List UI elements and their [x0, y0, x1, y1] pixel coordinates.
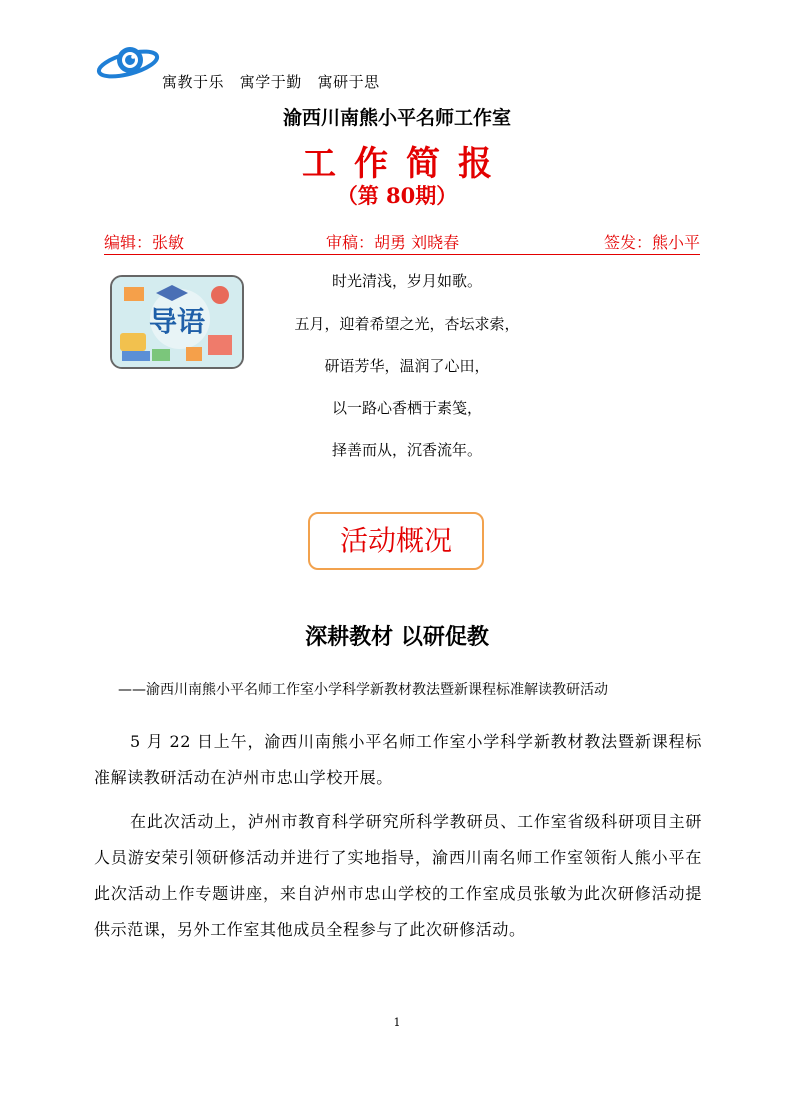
article-subtitle: ——渝西川南熊小平名师工作室小学科学新教材教法暨新课程标准解读教研活动 — [118, 682, 608, 698]
issue-number: （第 80期） — [336, 183, 458, 208]
article-paragraph: 5 月 22 日上午，渝西川南熊小平名师工作室小学科学新教材教法暨新课程标准解读教研活动在泸州市忠山学校开展。 — [94, 732, 702, 787]
page-number: 1 — [393, 1016, 401, 1029]
poem-line: 研语芳华，温润了心田， — [324, 357, 490, 375]
studio-logo-icon — [96, 40, 160, 84]
poem-line: 择善而从，沉香流年。 — [331, 441, 482, 459]
article-title: 深耕教材 以研促教 — [305, 625, 489, 650]
motto: 寓教于乐 寓学于勤 寓研于思 — [162, 73, 380, 91]
bulletin-title: 工作简报 — [302, 144, 510, 184]
reviewer-credit: 审稿：胡勇 刘晓春 — [326, 233, 460, 252]
poem-line: 时光清浅，岁月如歌。 — [331, 272, 482, 290]
section-heading: 活动概况 — [308, 512, 484, 570]
guide-image-label: 导语 — [148, 305, 206, 338]
credits-line — [104, 228, 700, 255]
article-paragraph: 在此次活动上，泸州市教育科学研究所科学教研员、工作室省级科研项目主研人员游安荣引领研修活动并进行了实地指导，渝西川南名师工作室领衔人熊小平在此次活动上作专题讲座，来自泸州市忠山学校的工作室成员张敏为此次研修活动提供示范课，另外工作室其他成员全程参与了此次研修活动。 — [94, 812, 702, 939]
poem-line: 五月，迎着希望之光，杏坛求索， — [294, 315, 520, 333]
poem-line: 以一路心香栖于素笺， — [331, 399, 482, 417]
studio-name: 渝西川南熊小平名师工作室 — [282, 107, 511, 129]
editor-credit: 编辑：张敏 — [104, 233, 185, 252]
signer-credit: 签发：熊小平 — [603, 233, 700, 252]
